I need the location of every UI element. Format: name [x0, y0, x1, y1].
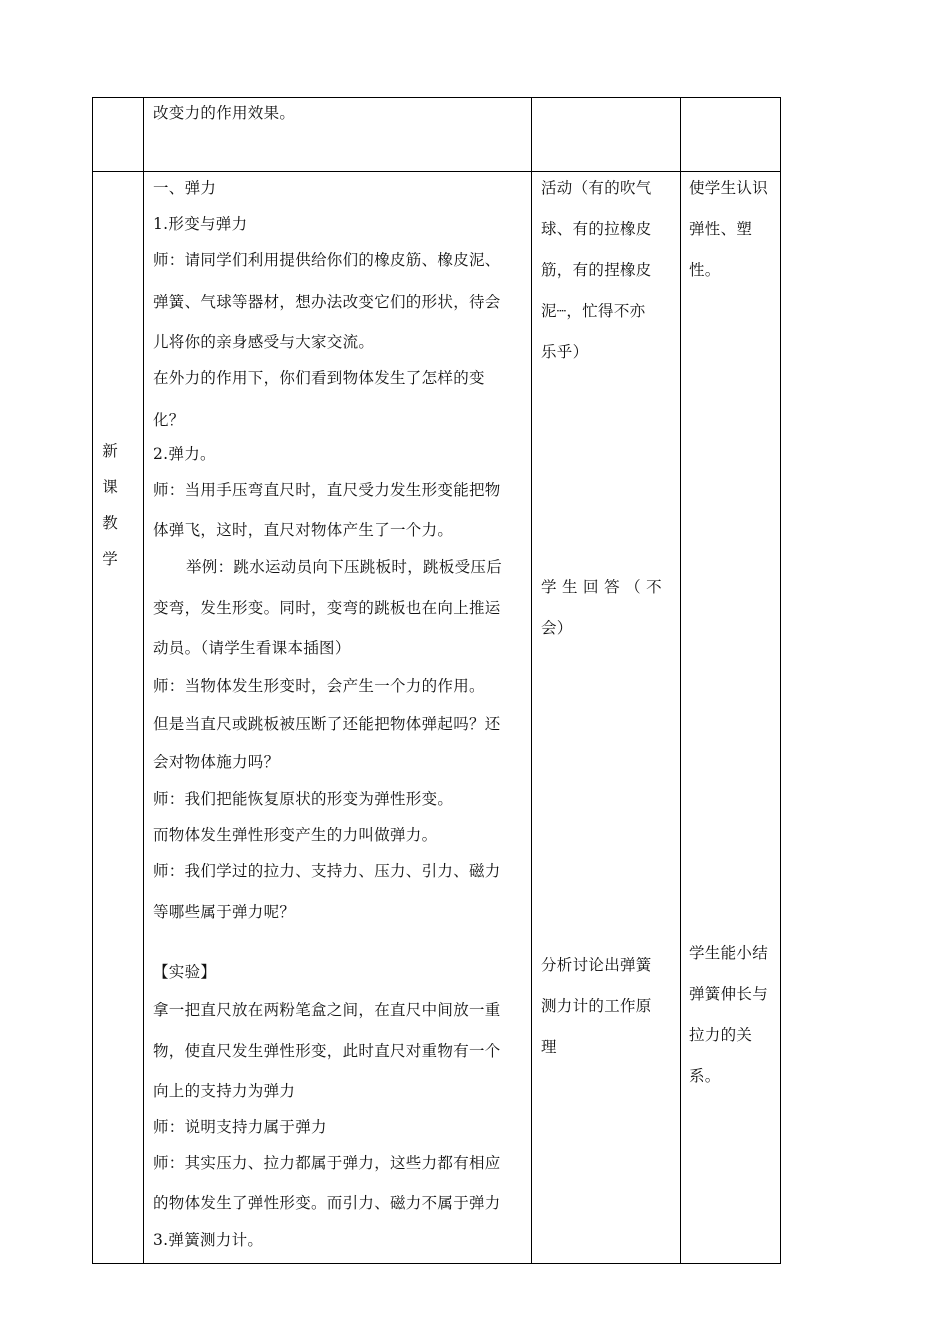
design-intent-line: 性。 [689, 261, 721, 279]
subheading: 2.弹力。 [153, 445, 216, 463]
student-activity-line: 筋，有的捏橡皮 [541, 261, 652, 279]
content-line: 但是当直尺或跳板被压断了还能把物体弹起吗？还 [153, 715, 501, 733]
content-line: 会对物体施力吗？ [153, 753, 280, 771]
student-activity-line: 测力计的工作原 [541, 997, 652, 1015]
row1-content-line: 改变力的作用效果。 [153, 104, 296, 122]
content-line: 师：我们学过的拉力、支持力、压力、引力、磁力 [153, 862, 501, 880]
experiment-heading: 【实验】 [153, 963, 217, 981]
table-border-right [780, 97, 781, 1264]
content-line: 动员。（请学生看课本插图） [153, 639, 351, 657]
design-intent-line: 弹性、塑 [689, 220, 753, 238]
row-divider [92, 171, 781, 172]
content-line: 的物体发生了弹性形变。而引力、磁力不属于弹力 [153, 1194, 501, 1212]
content-line: 拿一把直尺放在两粉笔盒之间，在直尺中间放一重 [153, 1001, 501, 1019]
section-label-char: 新 [102, 442, 118, 460]
content-line: 体弹飞，这时，直尺对物体产生了一个力。 [153, 521, 454, 539]
design-intent-line: 拉力的关 [689, 1026, 753, 1044]
student-activity-line: 活动（有的吹气 [541, 179, 652, 197]
table-border-top [92, 97, 781, 98]
content-line: 师：当物体发生形变时，会产生一个力的作用。 [153, 677, 485, 695]
content-line: 等哪些属于弹力呢？ [153, 903, 296, 921]
content-line: 物，使直尺发生弹性形变，此时直尺对重物有一个 [153, 1042, 501, 1060]
content-line: 弹簧、气球等器材，想办法改变它们的形状，待会 [153, 293, 501, 311]
student-activity-line: 球、有的拉橡皮 [541, 220, 652, 238]
content-line: 而物体发生弹性形变产生的力叫做弹力。 [153, 826, 438, 844]
student-activity-line: 分析讨论出弹簧 [541, 956, 652, 974]
section-label-char: 课 [102, 478, 118, 496]
student-activity-line: 理 [541, 1038, 557, 1056]
design-intent-line: 弹簧伸长与 [689, 985, 769, 1003]
section-label-char: 教 [102, 514, 118, 532]
content-line: 化？ [153, 411, 185, 429]
column-divider-1 [143, 97, 144, 1264]
section-label-char: 学 [102, 550, 118, 568]
content-line: 向上的支持力为弹力 [153, 1082, 296, 1100]
table-border-bottom [92, 1263, 781, 1264]
section-heading: 一、弹力 [153, 179, 217, 197]
content-line: 师：当用手压弯直尺时，直尺受力发生形变能把物 [153, 481, 501, 499]
table-border-left [92, 97, 93, 1264]
student-activity-line: 泥┈，忙得不亦 [541, 302, 646, 320]
content-line: 举例：跳水运动员向下压跳板时，跳板受压后 [186, 558, 503, 576]
student-activity-line: 会） [541, 619, 573, 637]
section-label [100, 433, 120, 577]
column-divider-2 [531, 97, 532, 1264]
student-activity-line: 学 生 回 答 （ 不 [541, 578, 662, 596]
subheading: 1.形变与弹力 [153, 215, 248, 233]
content-line: 师：说明支持力属于弹力 [153, 1118, 327, 1136]
content-line: 师：我们把能恢复原状的形变为弹性形变。 [153, 790, 454, 808]
content-line: 师：请同学们利用提供给你们的橡皮筋、橡皮泥、 [153, 251, 501, 269]
design-intent-line: 系。 [689, 1067, 721, 1085]
student-activity-line: 乐乎） [541, 343, 589, 361]
content-line: 在外力的作用下，你们看到物体发生了怎样的变 [153, 369, 485, 387]
subheading: 3.弹簧测力计。 [153, 1231, 264, 1249]
design-intent-line: 学生能小结 [689, 944, 769, 962]
column-divider-3 [680, 97, 681, 1264]
content-line: 儿将你的亲身感受与大家交流。 [153, 333, 375, 351]
design-intent-line: 使学生认识 [689, 179, 769, 197]
content-line: 变弯，发生形变。同时，变弯的跳板也在向上推运 [153, 599, 501, 617]
content-line: 师：其实压力、拉力都属于弹力，这些力都有相应 [153, 1154, 501, 1172]
